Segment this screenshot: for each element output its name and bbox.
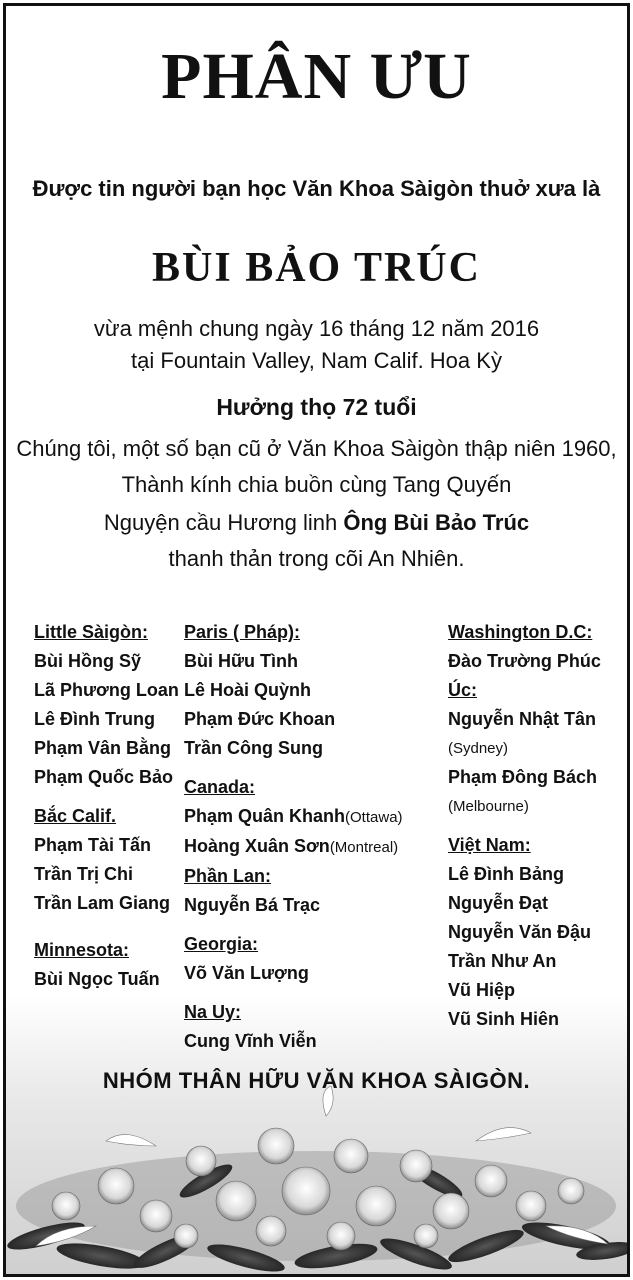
place-line: tại Fountain Valley, Nam Calif. Hoa Kỳ — [131, 348, 502, 373]
group-header-paris: Paris ( Pháp): — [184, 622, 301, 642]
signer-location: (Ottawa) — [345, 809, 403, 826]
passing-date-line: vừa mệnh chung ngày 16 tháng 12 năm 2016 — [93, 316, 540, 341]
signer-name: Trần Trị Chi — [34, 864, 134, 884]
signer-name: Đào Trường Phúc — [448, 651, 601, 671]
signer-name: Lã Phương Loan — [34, 680, 179, 700]
flower-arrangement-image — [6, 1086, 627, 1276]
signer-name: Trần Công Sung — [184, 738, 323, 758]
group-header-uc: Úc: — [448, 680, 478, 700]
signer-name: Vũ Hiệp — [448, 980, 516, 1000]
signer-name: Hoàng Xuân Sơn — [184, 836, 330, 856]
group-header-phan-lan: Phần Lan: — [184, 866, 272, 886]
signer-name: Lê Hoài Quỳnh — [184, 680, 312, 700]
signer-name: Nguyễn Nhật Tân — [448, 709, 597, 729]
intro-line: Được tin người bạn học Văn Khoa Sàigòn thuở xưa là — [32, 176, 601, 201]
signer-name: Vũ Sinh Hiên — [448, 1009, 560, 1029]
signer-name: Trần Lam Giang — [34, 893, 171, 913]
signer-name: Nguyễn Đạt — [448, 893, 549, 913]
group-header-viet-nam: Việt Nam: — [448, 835, 531, 855]
signer-name: Trần Như An — [448, 951, 557, 971]
signer-name: Bùi Hữu Tình — [184, 651, 299, 671]
signer-entry — [184, 832, 403, 862]
group-header-bac-calif: Bắc Calif. — [34, 806, 117, 826]
signer-location: (Montreal) — [329, 839, 399, 856]
age-line: Hưởng thọ 72 tuổi — [216, 394, 417, 420]
group-header-washington: Washington D.C: — [448, 622, 593, 642]
group-header-na-uy: Na Uy: — [184, 1002, 242, 1022]
obituary-frame — [3, 3, 630, 1277]
signers-column-2 — [184, 618, 403, 1056]
group-header-canada: Canada: — [184, 777, 256, 797]
message-line-4: thanh thản trong cõi An Nhiên. — [168, 546, 465, 571]
message-line-3 — [6, 510, 627, 536]
notice-title: PHÂN ƯU — [161, 40, 472, 113]
signer-location: (Sydney) — [448, 740, 509, 757]
signature-line: NHÓM THÂN HỮU VĂN KHOA SÀIGÒN. — [102, 1068, 531, 1093]
signer-name: Phạm Tài Tấn — [34, 835, 152, 855]
message-line-3-name: Ông Bùi Bảo Trúc — [343, 510, 530, 535]
signer-name: Bùi Ngọc Tuấn — [34, 969, 160, 989]
signer-name: Bùi Hồng Sỹ — [34, 651, 141, 671]
signer-name: Cung Vĩnh Viễn — [184, 1031, 317, 1051]
group-header-georgia: Georgia: — [184, 934, 259, 954]
group-header-little-saigon: Little Sàigòn: — [34, 622, 148, 642]
signer-name: Phạm Đức Khoan — [184, 709, 336, 729]
deceased-name: BÙI BẢO TRÚC — [152, 245, 481, 291]
signer-name: Lê Đình Trung — [34, 709, 155, 729]
signer-name: Nguyễn Văn Đậu — [448, 922, 592, 942]
signer-name: Phạm Quân Khanh — [184, 806, 346, 826]
signer-name: Phạm Đông Bách — [448, 767, 598, 787]
signer-name: Phạm Vân Bằng — [34, 738, 172, 758]
signer-name: Lê Đình Bảng — [448, 864, 564, 884]
signer-entry — [184, 802, 403, 832]
signer-location: (Melbourne) — [448, 798, 529, 815]
group-header-minnesota: Minnesota: — [34, 940, 130, 960]
signer-name: Nguyễn Bá Trạc — [184, 895, 321, 915]
message-line-2: Thành kính chia buồn cùng Tang Quyến — [121, 472, 512, 497]
message-line-1: Chúng tôi, một số bạn cũ ở Văn Khoa Sàigòn thập niên 1960, — [16, 436, 617, 461]
signers-column-1 — [34, 618, 179, 994]
signer-name: Phạm Quốc Bảo — [34, 767, 174, 787]
message-line-3-prefix: Nguyện cầu Hương linh — [103, 510, 344, 535]
signers-column-3 — [448, 618, 601, 1034]
signer-name: Võ Văn Lượng — [184, 963, 309, 983]
